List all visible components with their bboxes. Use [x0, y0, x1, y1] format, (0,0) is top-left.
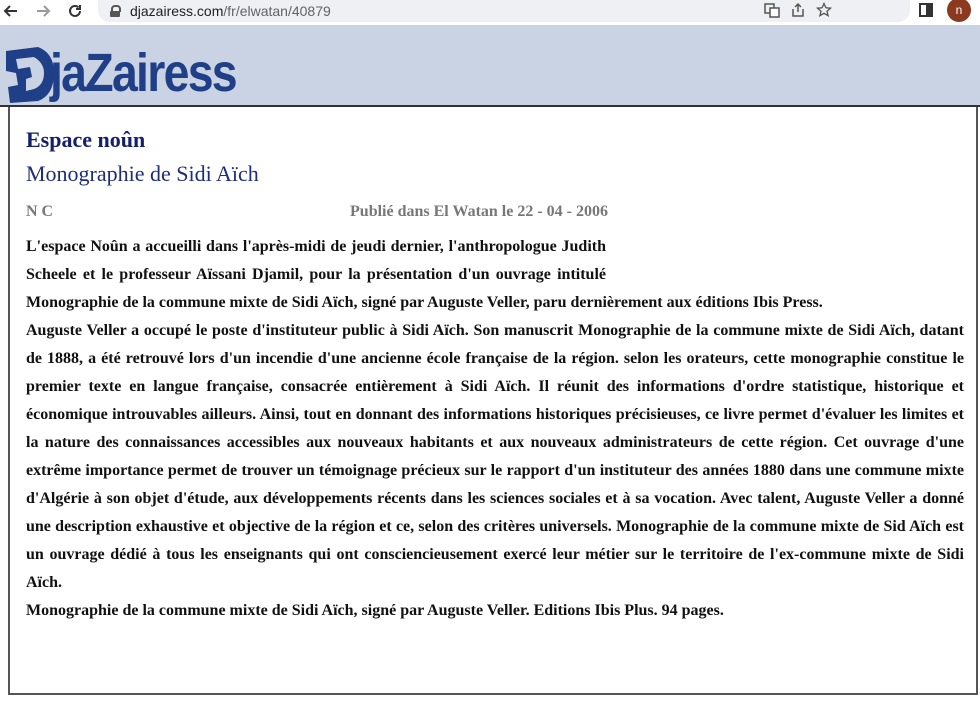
article-container	[8, 107, 978, 695]
translate-icon[interactable]	[764, 2, 780, 21]
publication-info: Publié dans El Watan le 22 - 04 - 2006	[350, 203, 608, 220]
ad-placeholder	[606, 233, 964, 289]
logo-text: jaZairess	[50, 43, 236, 103]
back-icon[interactable]	[0, 0, 22, 22]
article-paragraph: Monographie de la commune mixte de Sidi Aïch, signé par Auguste Veller. Editions Ibis Plus. 94 pages.	[26, 602, 724, 619]
site-header	[0, 25, 980, 107]
share-icon[interactable]	[790, 2, 806, 21]
article-paragraph: Auguste Veller a occupé le poste d'instituteur public à Sidi Aïch. Son manuscrit Monographie de la commune mixte de Sidi Aïch, datant de 1888, a été retrouvé lors d'un incendie d'une ancienne école française de la région. selon les orateurs, cette monographie constitue le premier texte en langue française, consacrée entièrement à Sidi Aïch. Il réunit des informations d'ordre statistique, historique et économique introuvables ailleurs. Ainsi, tout en donnant des informations historiques précisieuses, ce livre permet d'évaluer les limites et la nature des connaissances accessibles aux nouveaux habitants et aux nouveaux administrateurs de cette région. Cet ouvrage d'une extrême importance permet de trouver un témoignage précieux sur le rapport d'un instituteur des années 1880 dans une commune mixte d'Algérie à son objet d'étude, aux développements récents dans les sciences sociales et à sa vocation. Avec talent, Auguste Veller a donné une description exhaustive et objective de la région et ce, selon des critères universels. Monographie de la commune mixte de Sid Aïch est un ouvrage dédié à tous les enseignants qui ont consciencieusement exercé leur métier sur le territoire de l'ex-commune mixte de Sidi Aïch.	[26, 322, 964, 591]
star-icon[interactable]	[816, 2, 832, 21]
article-headline: Monographie de Sidi Aïch	[26, 161, 259, 186]
side-panel-icon[interactable]	[919, 3, 933, 17]
profile-avatar[interactable]: n	[947, 0, 971, 22]
url-path: /fr/elwatan/40879	[223, 3, 331, 19]
url-text[interactable]	[130, 3, 331, 19]
logo-d-map-icon	[4, 43, 56, 103]
article-section[interactable]: Espace noûn	[26, 127, 146, 152]
url-domain: djazairess.com	[130, 3, 224, 19]
site-logo[interactable]	[4, 42, 266, 104]
article-paragraph: L'espace Noûn a accueilli dans l'après-midi de jeudi dernier, l'anthropologue Judith Scheele et le professeur Aïssani Djamil, pour la présentation d'un ouvrage intitulé Monographie de la commune mixte de Sidi Aïch, signé par Auguste Veller, paru dernièrement aux éditions Ibis Press.	[26, 238, 823, 311]
lock-icon[interactable]	[110, 5, 120, 17]
article-body	[26, 233, 964, 625]
address-bar[interactable]	[98, 0, 910, 22]
forward-icon[interactable]	[32, 0, 54, 22]
article-author: N C	[26, 203, 54, 220]
reload-icon[interactable]	[64, 0, 86, 22]
address-bar-actions	[764, 0, 832, 22]
browser-toolbar	[0, 0, 980, 25]
